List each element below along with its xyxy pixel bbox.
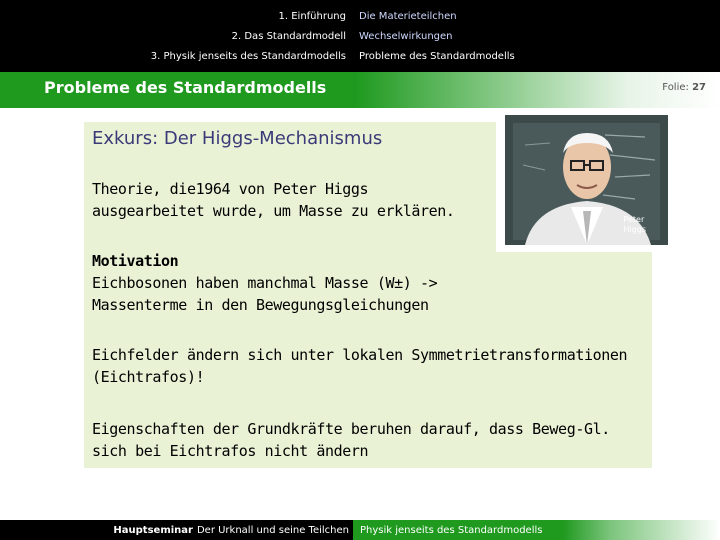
footer-bar	[0, 520, 720, 540]
paragraph-line: Eichbosonen haben manchmal Masse (W±) ->	[92, 274, 438, 292]
top-navigation	[0, 0, 720, 72]
slide-number	[662, 82, 706, 93]
paragraph-line: Eigenschaften der Grundkräfte beruhen darauf, dass Beweg-Gl.	[92, 420, 610, 438]
slide-number-value: 27	[692, 82, 706, 93]
photo-caption-line: Higgs	[623, 225, 646, 234]
paragraph-line: ausgearbeitet wurde, um Masse zu erklären.	[92, 202, 455, 220]
nav-section-2[interactable]: 2. Das Standardmodell	[231, 30, 346, 42]
paragraph-line: sich bei Eichtrafos nicht ändern	[92, 442, 369, 460]
paragraph-line: (Eichtrafos)!	[92, 368, 205, 386]
paragraph-line: Theorie, die1964 von Peter Higgs	[92, 180, 369, 198]
footer-seminar-title: Der Urknall und seine Teilchen	[196, 524, 349, 536]
nav-subsection-2[interactable]: Wechselwirkungen	[359, 30, 453, 42]
motivation-title: Motivation	[92, 252, 179, 270]
paragraph-eigenschaften	[92, 418, 610, 462]
portrait-photo	[505, 115, 668, 245]
photo-caption	[623, 215, 646, 235]
nav-subsection-1[interactable]: Die Materieteilchen	[359, 10, 457, 22]
section-navigation	[0, 0, 356, 72]
page-title: Probleme des Standardmodells	[44, 78, 327, 97]
photo-caption-line: Peter	[623, 215, 645, 224]
paragraph-motivation	[92, 250, 437, 316]
slide-number-label: Folie:	[662, 82, 689, 93]
paragraph-eichfelder	[92, 344, 627, 388]
nav-subsection-3[interactable]: Probleme des Standardmodells	[359, 50, 515, 62]
paragraph-line: Eichfelder ändern sich unter lokalen Symmetrietransformationen	[92, 346, 628, 364]
content-heading: Exkurs: Der Higgs-Mechanismus	[92, 128, 383, 149]
footer-seminar	[0, 520, 353, 540]
nav-section-1[interactable]: 1. Einführung	[278, 10, 346, 22]
subsection-navigation	[356, 0, 720, 72]
footer-section: Physik jenseits des Standardmodells	[353, 520, 563, 540]
paragraph-line: Massenterme in den Bewegungsgleichungen	[92, 296, 429, 314]
footer-seminar-label: Hauptseminar	[113, 524, 193, 536]
footer-gradient	[563, 520, 720, 540]
paragraph-intro	[92, 178, 455, 222]
nav-section-3[interactable]: 3. Physik jenseits des Standardmodells	[150, 50, 346, 62]
